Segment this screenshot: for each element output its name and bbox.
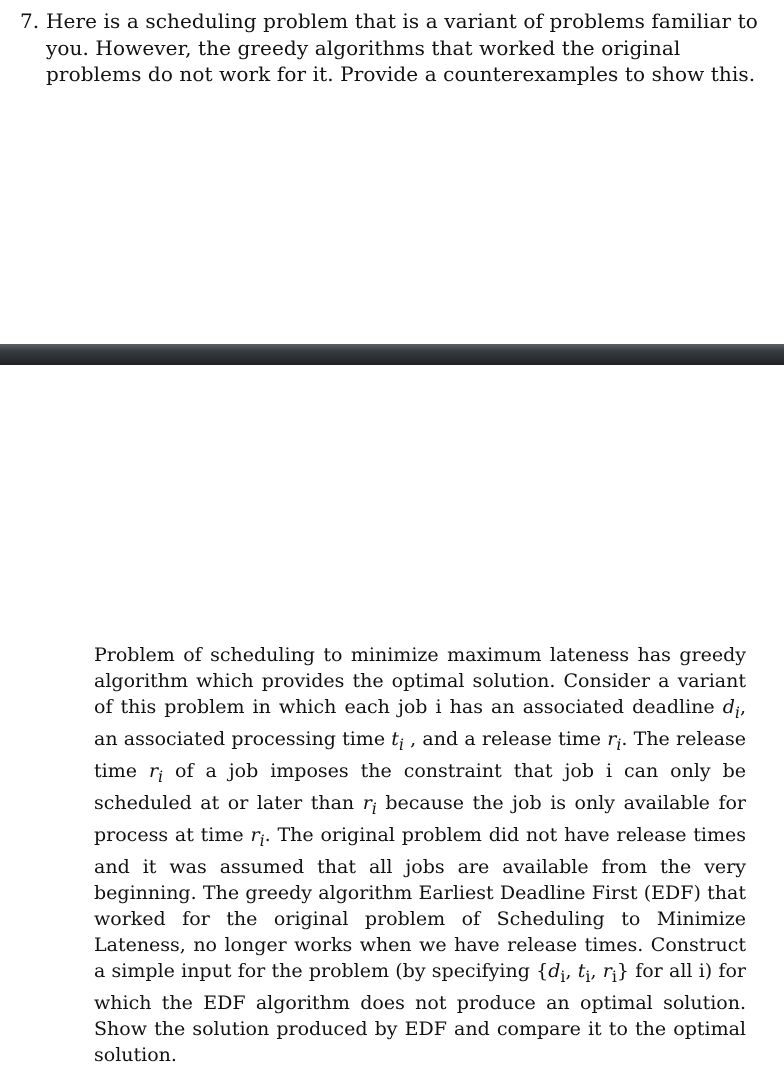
math-symbol: t [391,728,399,751]
math-subscript: i [259,830,265,850]
problem-text-part: for all i) for which the EDF algorithm does not produce an optimal solution. Show the solution produced by EDF and compare it to the optimal solution. [94,960,746,1067]
math-deadline [722,696,740,722]
problem-text-part: Problem of scheduling to minimize maximum lateness has greedy algorithm which provides the optimal solution. Consider a variant of this problem in which each job i has an associated deadline [94,644,746,719]
math-brace-open: { [536,960,549,983]
math-symbol: d [722,696,735,719]
math-symbol: t [577,960,586,983]
math-subscript: i [158,766,164,786]
math-symbol: r [607,728,617,751]
math-subscript: i [371,798,377,818]
math-set [536,960,629,986]
math-symbol: r [250,823,260,846]
problem-statement [94,642,746,1068]
math-comma: , [565,960,578,983]
math-symbol: r [148,759,159,782]
math-subscript: i [734,702,740,722]
problem-text-part: , an associated processing time [94,696,746,751]
math-processing-time [391,728,404,754]
math-symbol: d [548,960,561,983]
math-subscript: i [398,734,404,754]
math-release-time [362,791,377,818]
math-subscript: i [585,966,591,986]
math-brace-close: } [616,960,629,983]
math-symbol: r [362,791,372,814]
math-release-time [148,759,164,786]
problem-text-part: . The release time [94,728,746,782]
math-subscript: i [611,966,617,986]
math-release-time [250,823,265,850]
problem-text-part: because the job is only available for process at time [94,791,746,846]
math-symbol: r [602,960,612,983]
problem-text-part: . The original problem did not have release times and it was assumed that all jobs are available from the very beginning. The greedy algorithm Earliest Deadline First (EDF) that worked for the original problem of Scheduling to Minimize Lateness, no longer works when we have release times. Construct a simple input for the problem (by specifying [94,823,746,983]
math-subscript: i [560,966,566,986]
problem-text-part: , and a release time [403,728,608,751]
question-block [20,8,760,88]
problem-text-part: of a job imposes the constraint that job i can only be scheduled at or later than [94,759,746,814]
math-comma: , [590,960,603,983]
question-text: Here is a scheduling problem that is a variant of problems familiar to you. However, the greedy algorithms that worked the original problems do not work for it. Provide a counterexamples to show this. [46,9,758,86]
math-subscript: i [616,734,622,754]
question-number: 7. [20,9,40,33]
math-release-time [607,728,622,754]
screenshot-divider-bar [0,344,784,365]
